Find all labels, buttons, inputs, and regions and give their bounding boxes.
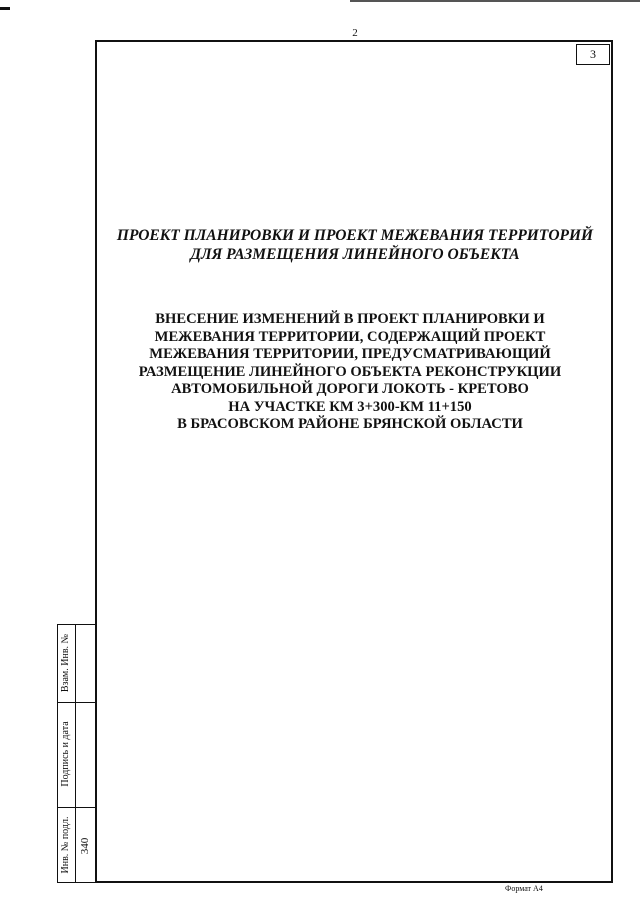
original-inv-value: 340 [79, 837, 91, 855]
sheet-number: 3 [576, 44, 610, 65]
stamp-divider [75, 625, 76, 882]
main-title-line: АВТОМОБИЛЬНОЙ ДОРОГИ ЛОКОТЬ - КРЕТОВО [171, 381, 529, 397]
original-inv-label: Инв. № подл. [60, 816, 71, 874]
main-title [100, 311, 600, 434]
main-title-line: МЕЖЕВАНИЯ ТЕРРИТОРИИ, ПРЕДУСМАТРИВАЮЩИЙ [149, 346, 551, 362]
main-title-line: НА УЧАСТКЕ КМ 3+300-КМ 11+150 [228, 398, 472, 415]
side-stamp-table [57, 624, 97, 883]
main-title-line: ВНЕСЕНИЕ ИЗМЕНЕНИЙ В ПРОЕКТ ПЛАНИРОВКИ И [155, 311, 545, 327]
top-rule [350, 0, 640, 2]
main-title-line: МЕЖЕВАНИЯ ТЕРРИТОРИИ, СОДЕРЖАЩИЙ ПРОЕКТ [154, 328, 546, 345]
main-title-line: РАЗМЕЩЕНИЕ ЛИНЕЙНОГО ОБЪЕКТА РЕКОНСТРУКЦИИ [138, 363, 562, 380]
page-number: 2 [352, 27, 358, 39]
signature-date-label: Подпись и дата [60, 721, 71, 787]
format-label: Формат А4 [505, 884, 543, 893]
project-title-line: ПРОЕКТ ПЛАНИРОВКИ И ПРОЕКТ МЕЖЕВАНИЯ ТЕРРИТОРИЙ [116, 227, 594, 244]
drawing-frame [95, 40, 613, 883]
project-title-line: ДЛЯ РАЗМЕЩЕНИЯ ЛИНЕЙНОГО ОБЪЕКТА [190, 246, 520, 263]
main-title-line: В БРАСОВСКОМ РАЙОНЕ БРЯНСКОЙ ОБЛАСТИ [177, 416, 523, 432]
corner-mark [0, 7, 10, 10]
replaced-inv-label: Взам. Инв. № [60, 633, 71, 693]
project-title [100, 226, 610, 264]
